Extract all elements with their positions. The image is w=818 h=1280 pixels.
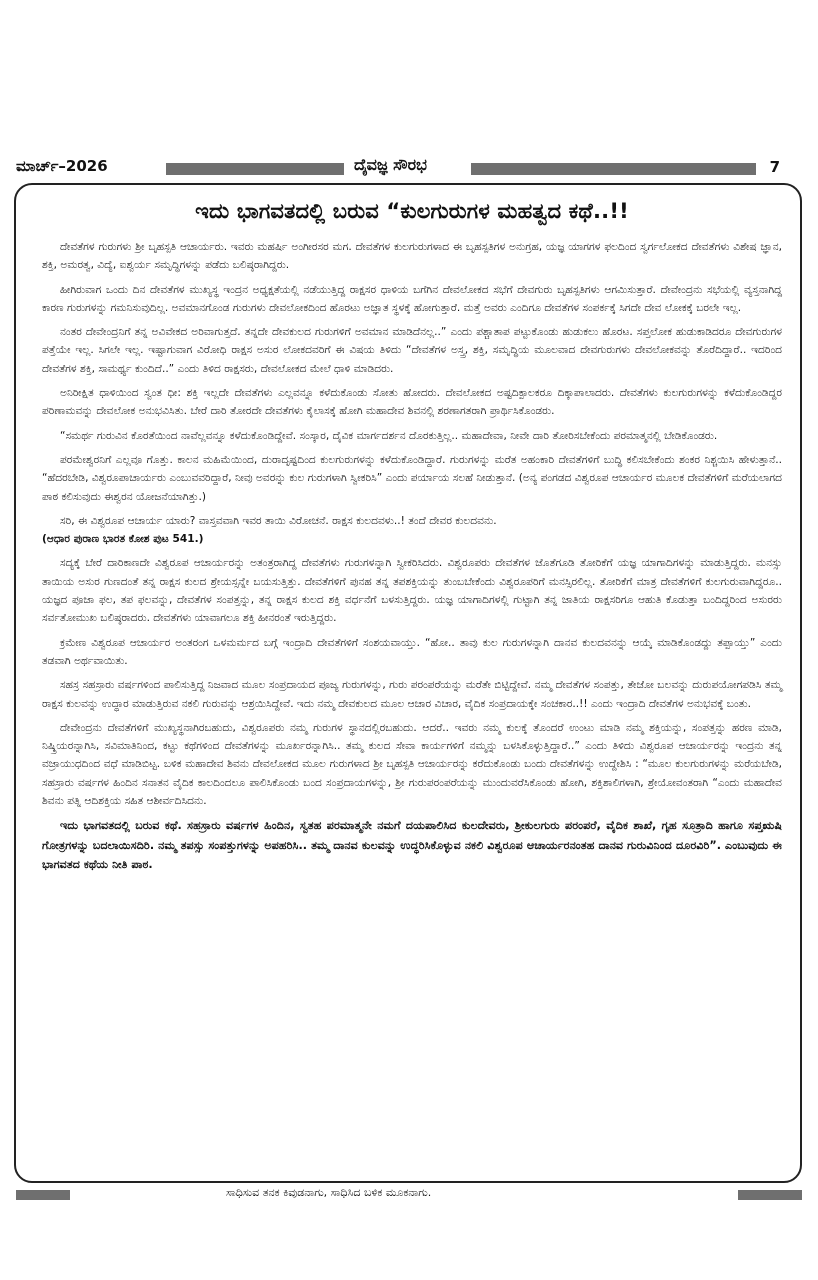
footer-bar-left (16, 1190, 70, 1200)
magazine-title: ದೈವಜ್ಞ ಸೌರಭ (354, 155, 427, 174)
conclusion-paragraph: ಇದು ಭಾಗವತದಲ್ಲಿ ಬರುವ ಕಥೆ. ಸಹಸ್ರಾರು ವರ್ಷಗಳ ಹಿಂದಿನ, ಸ್ವತಹ ಪರಮಾತ್ಮನೇ ನಮಗೆ ದಯಪಾಲಿಸಿದ ಕುಲದೇವರು, ಶ್ರೀಕುಲಗುರು ಪರಂಪರೆ, ವೈದಿಕ ಶಾಖೆ, ಗೃಹ ಸೂತ್ರಾದಿ ಹಾಗೂ ಸಪ್ತಋಷಿ ಗೋತ್ರಗಳನ್ನು ಬದಲಾಯಿಸದಿರಿ. ನಮ್ಮ ತಪಸ್ಸು ಸಂಪತ್ತುಗಳನ್ನು ಅಪಹರಿಸಿ.. ತಮ್ಮ ದಾನವ ಕುಲವನ್ನು ಉದ್ಧರಿಸಿಕೊಳ್ಳುವ ನಕಲಿ ವಿಶ್ವರೂಪ ಆಚಾರ್ಯರನಂತಹ ದಾನವ ಗುರುವಿನಿಂದ ದೂರವಿರಿ”. ಎಂಬುವುದು ಈ ಭಾಗವತದ ಕಥೆಯ ನೀತಿ ಪಾಠ. (42, 819, 782, 872)
article-title: ಇದು ಭಾಗವತದಲ್ಲಿ ಬರುವ “ಕುಲಗುರುಗಳ ಮಹತ್ವದ ಕಥೆ..!! (195, 199, 629, 223)
paragraph: ಸದ್ಯಕ್ಕೆ ಬೇರೆ ದಾರಿಕಾಣದೇ ವಿಶ್ವರೂಪ ಆಚಾರ್ಯರನ್ನು ಅತಂತ್ರರಾಗಿದ್ದ ದೇವತೆಗಳು ಗುರುಗಳನ್ನಾಗಿ ಸ್ವೀಕರಿಸಿದರು. ವಿಶ್ವರೂಪರು ದೇವತೆಗಳ ಜೊತೆಗೂಡಿ ತೋರಿಕೆಗೆ ಯಜ್ಞ ಯಾಗಾದಿಗಳನ್ನು ಮಾಡುತ್ತಿದ್ದರು. ಮನಸ್ಸು ತಾಯಿಯ ಅಸುರ ಗುಣದಂತೆ ತನ್ನ ರಾಕ್ಷಸ ಕುಲದ ಶ್ರೇಯಸ್ಸನ್ನೇ ಬಯಸುತ್ತಿತ್ತು. ದೇವತೆಗಳಿಗೆ ಪುನಹ ತನ್ನ ತಪಶಕ್ತಿಯನ್ನು ತುಂಬಬೇಕೆಂದು ವಿಶ್ವರೂಪರಿಗೆ ಮನಸ್ಸಿರಲಿಲ್ಲ. ತೋರಿಕೆಗೆ ಮಾತ್ರ ದೇವತೆಗಳಿಗೆ ಕುಲಗುರುವಾಗಿದ್ದರೂ.. ಯಜ್ಞದ ಪೂಜಾ ಫಲ, ತಪ ಫಲವನ್ನು, ದೇವತೆಗಳ ಸಂಪತ್ತನ್ನು, ತನ್ನ ರಾಕ್ಷಸ ಕುಲದ ಶಕ್ತಿ ವರ್ಧನೆಗೆ ಬಳಸುತ್ತಿದ್ದರು. ಯಜ್ಞ ಯಾಗಾದಿಗಳಲ್ಲಿ ಗುಟ್ಟಾಗಿ ತನ್ನ ಜಾತಿಯ ರಾಕ್ಷಸರಿಗೂ ಆಹುತಿ ಕೊಡುತ್ತಾ ಬಂದಿದ್ದರಿಂದ ಅಸುರರು ಸರ್ವತೋಮುಖ ಬಲಿಷ್ಠರಾದರು. ದೇವತೆಗಳು ಯಾವಾಗಲೂ ಶಕ್ತಿ ಹೀನರಂತೆ ಇರುತ್ತಿದ್ದರು. (42, 557, 782, 625)
article-box (14, 183, 802, 1183)
paragraph: ದೇವತೆಗಳ ಗುರುಗಳು ಶ್ರೀ ಬೃಹಸ್ಪತಿ ಆಚಾರ್ಯರು. ಇವರು ಮಹರ್ಷಿ ಅಂಗೀರಸರ ಮಗ. ದೇವತೆಗಳ ಕುಲಗುರುಗಳಾದ ಈ ಬೃಹಸ್ಪತಿಗಳ ಅನುಗ್ರಹ, ಯಜ್ಞ ಯಾಗಗಳ ಫಲದಿಂದ ಸ್ವರ್ಗಲೋಕದ ದೇವತೆಗಳು ವಿಶೇಷ ಜ್ಞಾನ, ಶಕ್ತಿ, ಅಮರತ್ವ, ವಿದ್ಯೆ, ಐಶ್ವರ್ಯ ಸಮೃದ್ಧಿಗಳನ್ನು ಪಡೆದು ಬಲಿಷ್ಠರಾಗಿದ್ದರು. (42, 241, 782, 272)
paragraph: ನಂತರ ದೇವೇಂದ್ರನಿಗೆ ತನ್ನ ಅವಿವೇಕದ ಅರಿವಾಗುತ್ತದೆ. ತನ್ನದೇ ದೇವಕುಲದ ಗುರುಗಳಿಗೆ ಅವಮಾನ ಮಾಡಿದೆನಲ್ಲ..” ಎಂದು ಪಶ್ಚಾತಾಪ ಪಟ್ಟುಕೊಂಡು ಹುಡುಕಲು ಹೊರಟ. ಸಪ್ತಲೋಕ ಹುಡುಕಾಡಿದರೂ ದೇವಗುರುಗಳ ಪತ್ತೆಯೇ ಇಲ್ಲ. ಸಿಗಲೇ ಇಲ್ಲ. ಇಷ್ಟಾಗುವಾಗ ವಿರೋಧಿ ರಾಕ್ಷಸ ಅಸುರ ಲೋಕದವರಿಗೆ ಈ ವಿಷಯ ತಿಳಿದು “ದೇವತೆಗಳ ಅಸ್ತ್ರ, ಶಕ್ತಿ, ಸಮೃದ್ಧಿಯ ಮೂಲವಾದ ದೇವಗುರುಗಳು ದೇವಲೋಕವನ್ನು ತೊರೆದಿದ್ದಾರೆ.. ಇದರಿಂದ ದೇವತೆಗಳ ಶಕ್ತಿ, ಸಾಮರ್ಥ್ಯ ಕುಂದಿದೆ..” ಎಂದು ತಿಳಿದ ರಾಕ್ಷಸರು, ದೇವಲೋಕದ ಮೇಲೆ ಧಾಳಿ ಮಾಡಿದರು. (42, 326, 782, 375)
article-body (42, 238, 782, 875)
header-bar-right (471, 163, 756, 175)
page-header (16, 155, 802, 183)
paragraph: ದೇವೇಂದ್ರನು ದೇವತೆಗಳಿಗೆ ಮುಖ್ಯಸ್ಥನಾಗಿರಬಹುದು, ವಿಶ್ವರೂಪರು ನಮ್ಮ ಗುರುಗಳ ಸ್ಥಾನದಲ್ಲಿರಬಹುದು. ಆದರೆ.. ಇವರು ನಮ್ಮ ಕುಲಕ್ಕೆ ತೊಂದರೆ ಉಂಟು ಮಾಡಿ ನಮ್ಮ ಶಕ್ತಿಯನ್ನು, ಸಂಪತ್ತನ್ನು ಹರಣ ಮಾಡಿ, ನಿಷ್ಕ್ರಿಯರನ್ನಾಗಿಸಿ, ಸವಿಮಾತಿನಿಂದ, ಕಟ್ಟು ಕಥೆಗಳಿಂದ ದೇವತೆಗಳನ್ನು ಮೂರ್ಖರನ್ನಾಗಿಸಿ.. ತಮ್ಮ ಕುಲದ ಸೇವಾ ಕಾರ್ಯಗಳಿಗೆ ನಮ್ಮನ್ನು ಬಳಸಿಕೊಳ್ಳುತ್ತಿದ್ದಾರೆ..” ಎಂದು ತಿಳಿದು ವಿಶ್ವರೂಪ ಆಚಾರ್ಯರನ್ನು ಇಂದ್ರನು ತನ್ನ ವಜ್ರಾಯುಧದಿಂದ ವಧೆ ಮಾಡಿಬಿಟ್ಟ. ಬಳಿಕ ಮಹಾದೇವ ಶಿವನು ದೇವಲೋಕದ ಮೂಲ ಗುರುಗಳಾದ ಶ್ರೀ ಬೃಹಸ್ಪತಿ ಆಚಾರ್ಯರನ್ನು ಕರೆದುಕೊಂಡು ಬಂದು ದೇವತೆಗಳನ್ನು ಉದ್ದೇಶಿಸಿ : “ಮೂಲ ಕುಲಗುರುಗಳನ್ನು ಮರೆಯಬೇಡಿ, ಸಹಸ್ರಾರು ವರ್ಷಗಳ ಹಿಂದಿನ ಸನಾತನ ವೈದಿಕ ಕಾಲದಿಂದಲೂ ಪಾಲಿಸಿಕೊಂಡು ಬಂದ ಸಂಪ್ರದಾಯಗಳನ್ನು, ಶ್ರೀ ಗುರುಪರಂಪರೆಯನ್ನು ಮುಂದುವರೆಸಿಕೊಂಡು ಹೋಗಿ, ಶಕ್ತಿಶಾಲಿಗಳಾಗಿ, ಶ್ರೇಯೋವಂತರಾಗಿ “ಎಂದು ಮಹಾದೇವ ಶಿವನು ಪತ್ನಿ ಆದಿಶಕ್ತಿಯ ಸಹಿತ ಆಶೀರ್ವದಿಸಿದನು. (42, 721, 782, 808)
paragraph: ಅನಿರೀಕ್ಷಿತ ಧಾಳಿಯಿಂದ ಸ್ವಂತ ಧೀ: ಶಕ್ತಿ ಇಲ್ಲದೇ ದೇವತೆಗಳು ಎಲ್ಲವನ್ನೂ ಕಳೆದುಕೊಂಡು ಸೋತು ಹೋದರು. ದೇವಲೋಕದ ಅಷ್ಟದಿಕ್ಪಾಲಕರೂ ದಿಕ್ಕಾಪಾಲಾದರು. ದೇವತೆಗಳು ಕುಲಗುರುಗಳನ್ನು ಕಳೆದುಕೊಂಡಿದ್ದರ ಪರಿಣಾಮವನ್ನು ದೇವಲೋಕ ಅನುಭವಿಸಿತು. ಬೇರೆ ದಾರಿ ತೋರದೇ ದೇವತೆಗಳು ಕೈಲಾಸಕ್ಕೆ ಹೋಗಿ ಮಹಾದೇವ ಶಿವನಲ್ಲಿ ಶರಣಾಗತರಾಗಿ ಪ್ರಾರ್ಥಿಸಿಕೊಂಡರು. (42, 387, 782, 418)
paragraph: ಪರಮೇಶ್ವರನಿಗೆ ಎಲ್ಲವೂ ಗೊತ್ತು. ಕಾಲನ ಮಹಿಮೆಯಿಂದ, ದುರಾದೃಷ್ಟದಿಂದ ಕುಲಗುರುಗಳನ್ನು ಕಳೆದುಕೊಂಡಿದ್ದಾರೆ. ಗುರುಗಳನ್ನು ಮರೆತ ಅಹಂಕಾರಿ ದೇವತೆಗಳಿಗೆ ಬುದ್ಧಿ ಕಲಿಸಬೇಕೆಂದು ಶಂಕರ ನಿಶ್ಚಯಿಸಿ ಹೇಳುತ್ತಾನೆ.. “ಹೆದರಬೇಡಿ, ವಿಶ್ವರೂಪಾಚಾರ್ಯರು ಎಂಬುವವರಿದ್ದಾರೆ, ನೀವು ಅವರನ್ನು ಕುಲ ಗುರುಗಳಾಗಿ ಸ್ವೀಕರಿಸಿ” ಎಂದು ಪರ್ಯಾಯ ಸಲಹೆ ನೀಡುತ್ತಾನೆ. (ಅನ್ಯ ಪಂಗಡದ ವಿಶ್ವರೂಪ ಆಚಾರ್ಯರ ಮೂಲಕ ದೇವತೆಗಳಿಗೆ ಮರೆಯಲಾಗದ ಪಾಠ ಕಲಿಸುವುದು ಈಶ್ವರನ ಯೋಜನೆಯಾಗಿತ್ತು.) (42, 453, 782, 503)
paragraph: ಸರಿ, ಈ ವಿಶ್ವರೂಪ ಆಚಾರ್ಯ ಯಾರು? ವಾಸ್ತವವಾಗಿ ಇವರ ತಾಯಿ ವಿರೋಚನೆ. ರಾಕ್ಷಸ ಕುಲದವಳು..! ತಂದೆ ದೇವರ ಕುಲದವನು. (60, 514, 497, 527)
page-number: 7 (769, 158, 780, 176)
paragraph: ಹೀಗಿರುವಾಗ ಒಂದು ದಿನ ದೇವತೆಗಳ ಮುಖ್ಯಸ್ಥ ಇಂದ್ರನ ಅಧ್ಯಕ್ಷತೆಯಲ್ಲಿ ನಡೆಯುತ್ತಿದ್ದ ರಾಕ್ಷಸರ ಧಾಳಿಯ ಬಗೆಗಿನ ದೇವಲೋಕದ ಸಭೆಗೆ ದೇವಗುರು ಬೃಹಸ್ಪತಿಗಳು ಆಗಮಿಸುತ್ತಾರೆ. ದೇವೇಂದ್ರನು ಸಭೆಯಲ್ಲಿ ವ್ಯಸ್ತನಾಗಿದ್ದ ಕಾರಣ ಗುರುಗಳನ್ನು ಗಮನಿಸುವುದಿಲ್ಲ. ಅವಮಾನಗೊಂಡ ಗುರುಗಳು ದೇವಲೋಕದಿಂದ ಹೊರಟು ಅಜ್ಞಾತ ಸ್ಥಳಕ್ಕೆ ಹೋಗುತ್ತಾರೆ. ಮತ್ತೆ ಅವರು ಎಂದಿಗೂ ದೇವತೆಗಳ ಸಂಪರ್ಕಕ್ಕೆ ಸಿಗದೇ ದೇವ ಲೋಕಕ್ಕೆ ಬರಲೇ ಇಲ್ಲ. (42, 283, 782, 314)
issue-date: ಮಾರ್ಚ್–2026 (16, 157, 108, 175)
reference-note: (ಆಧಾರ ಪುರಾಣ ಭಾರತ ಕೋಶ ಪುಟ 541.) (42, 533, 204, 546)
footer-bar-right (738, 1190, 802, 1200)
paragraph: “ಸಮರ್ಥ ಗುರುವಿನ ಕೊರತೆಯಿಂದ ನಾವೆಲ್ಲವನ್ನೂ ಕಳೆದುಕೊಂಡಿದ್ದೇವೆ. ಸಂಸ್ಕಾರ, ದೈವಿಕ ಮಾರ್ಗದರ್ಶನ ದೊರಕುತ್ತಿಲ್ಲ.. ಮಹಾದೇವಾ, ನೀವೇ ದಾರಿ ತೋರಿಸಬೇಕೆಂದು ಪರಮಾತ್ಮನಲ್ಲಿ ಬೇಡಿಕೊಂಡರು. (60, 429, 718, 442)
footer-quote: ಸಾಧಿಸುವ ತನಕ ಕಿವುಡನಾಗು, ಸಾಧಿಸಿದ ಬಳಿಕ ಮೂಕನಾಗು. (226, 1186, 432, 1199)
paragraph: ಕ್ರಮೇಣ ವಿಶ್ವರೂಪ ಆಚಾರ್ಯರ ಅಂತರಂಗ ಒಳಮರ್ಮದ ಬಗ್ಗೆ ಇಂದ್ರಾದಿ ದೇವತೆಗಳಿಗೆ ಸಂಶಯವಾಯ್ತು. “ಹೋ.. ತಾವು ಕುಲ ಗುರುಗಳನ್ನಾಗಿ ದಾನವ ಕುಲದವನನ್ನು ಆಯ್ಕೆ ಮಾಡಿಕೊಂಡದ್ದು ತಪ್ಪಾಯ್ತು” ಎಂದು ತಡವಾಗಿ ಅರ್ಥವಾಯಿತು. (42, 636, 782, 667)
paragraph: ಸಹಸ್ರ ಸಹಸ್ರಾರು ವರ್ಷಗಳಿಂದ ಪಾಲಿಸುತ್ತಿದ್ದ ನಿಜವಾದ ಮೂಲ ಸಂಪ್ರದಾಯದ ಪೂಜ್ಯ ಗುರುಗಳನ್ನು, ಗುರು ಪರಂಪರೆಯನ್ನು ಮರೆತೇ ಬಿಟ್ಟಿದ್ದೇವೆ. ನಮ್ಮ ದೇವತೆಗಳ ಸಂಪತ್ತು, ತೇಜೋ ಬಲವನ್ನು ದುರುಪಯೋಗಪಡಿಸಿ ತಮ್ಮ ರಾಕ್ಷಸ ಕುಲವನ್ನು ಉದ್ಧಾರ ಮಾಡುತ್ತಿರುವ ನಕಲಿ ಗುರುವನ್ನು ಆಶ್ರಯಿಸಿದ್ದೇವೆ. ಇದು ನಮ್ಮ ದೇವಕುಲದ ಮೂಲ ಆಚಾರ ವಿಚಾರ, ವೈದಿಕ ಸಂಪ್ರದಾಯಕ್ಕೇ ಸಂಚಕಾರ..!! ಎಂದು ಇಂದ್ರಾದಿ ದೇವತೆಗಳ ಅನುಭವಕ್ಕೆ ಬಂತು. (42, 679, 782, 710)
header-bar-left (166, 163, 344, 175)
page-footer (16, 1186, 802, 1208)
